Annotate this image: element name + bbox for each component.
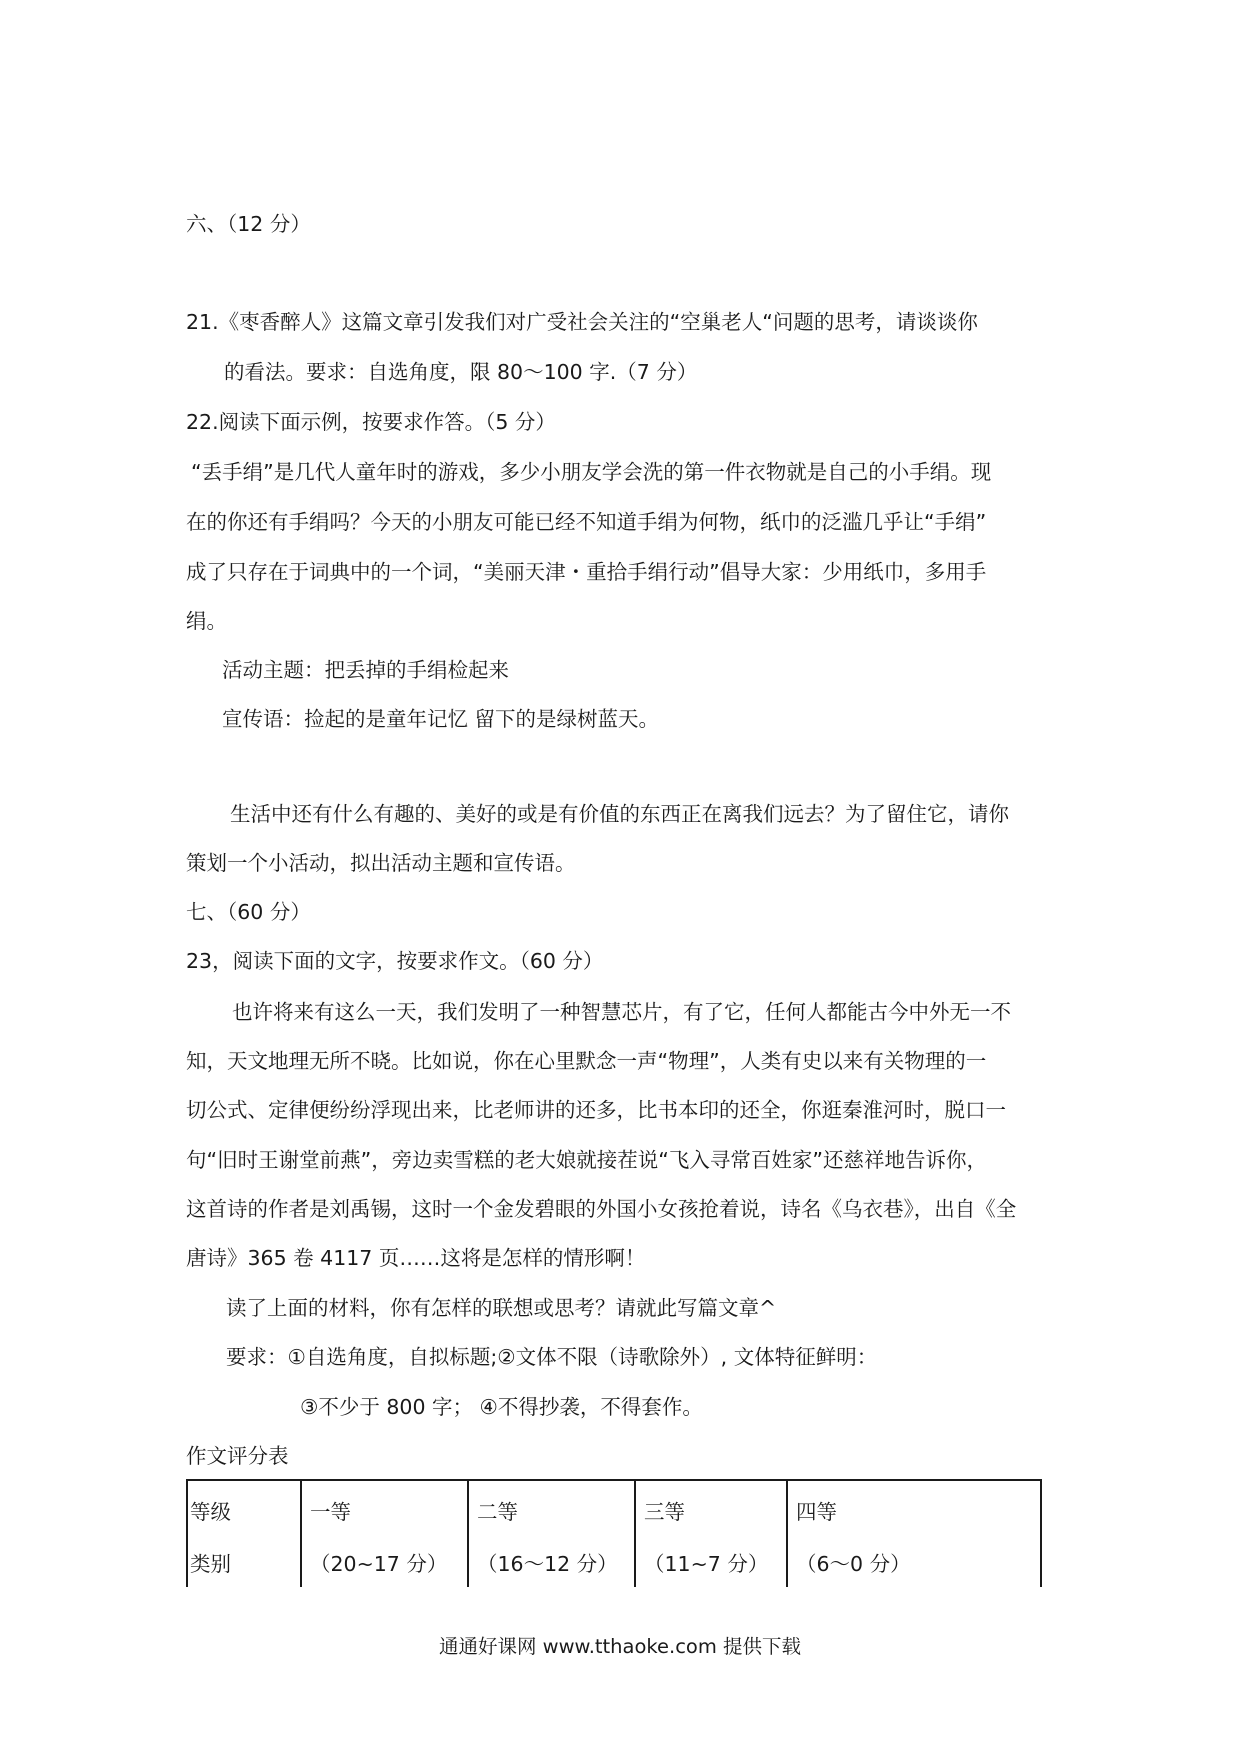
question-21-line-2: 的看法。要求：自选角度，限 80～100 字.（7 分） — [224, 360, 698, 384]
table-cell-text: （11~7 分） — [644, 1552, 769, 1576]
section-7-heading: 七、（60 分） — [186, 900, 311, 924]
table-header-cell — [468, 1480, 635, 1545]
material-paragraph-line: 切公式、定律便纷纷浮现出来，比老师讲的还多，比书本印的还全，你逛秦淮河时，脱口一 — [186, 1098, 1006, 1122]
material-paragraph-line: 唐诗》365 卷 4117 页……这将是怎样的情形啊！ — [186, 1246, 646, 1270]
table-cell-text: 二等 — [477, 1500, 518, 1524]
activity-slogan: 宣传语：捡起的是童年记忆 留下的是绿树蓝天。 — [222, 707, 660, 731]
table-header-cell — [301, 1480, 468, 1545]
table-header-cell — [787, 1480, 1041, 1545]
table-row — [187, 1480, 1041, 1545]
material-paragraph-line: 句“旧时王谢堂前燕”，旁边卖雪糕的老大娘就接茬说“飞入寻常百姓家”还慈祥地告诉你， — [186, 1148, 987, 1172]
material-paragraph-line: 这首诗的作者是刘禹锡，这时一个金发碧眼的外国小女孩抢着说，诗名《乌衣巷》，出自《全 — [186, 1197, 1017, 1221]
page-footer: 通通好课网 www.tthaoke.com 提供下载 — [438, 1635, 802, 1658]
essay-prompt: 读了上面的材料，你有怎样的联想或思考？请就此写篇文章^ — [226, 1296, 777, 1320]
material-paragraph-line: 知，天文地理无所不晓。比如说，你在心里默念一声“物理”，人类有史以来有关物理的一 — [186, 1049, 987, 1073]
table-cell — [635, 1545, 787, 1587]
question-22-task-line: 生活中还有什么有趣的、美好的或是有价值的东西正在离我们远去？为了留住它，请你 — [230, 802, 1009, 826]
table-row — [187, 1545, 1041, 1587]
table-cell-text: （20~17 分） — [310, 1552, 448, 1576]
table-cell-text: 四等 — [796, 1500, 837, 1524]
question-22-task-line: 策划一个小活动，拟出活动主题和宣传语。 — [186, 851, 576, 875]
example-paragraph-line: 成了只存在于词典中的一个词，“美丽天津・重拾手绢行动”倡导大家：少用纸巾，多用手 — [186, 560, 987, 584]
question-21-line-1: 21.《枣香醉人》这篇文章引发我们对广受社会关注的“空巢老人“问题的思考，请谈谈你 — [186, 310, 978, 334]
section-6-heading: 六、（12 分） — [186, 212, 311, 236]
question-23-title: 23，阅读下面的文字，按要求作文。（60 分） — [186, 949, 604, 973]
example-paragraph-line: “丢手绢”是几代人童年时的游戏，多少小朋友学会洗的第一件衣物就是自己的小手绢。现 — [191, 460, 992, 484]
activity-theme: 活动主题：把丢掉的手绢检起来 — [222, 658, 509, 682]
table-cell-text: 类别 — [190, 1552, 231, 1576]
score-table — [186, 1479, 1042, 1587]
table-cell — [301, 1545, 468, 1587]
essay-requirements: 要求：①自选角度，自拟标题;②文体不限（诗歌除外）, 文体特征鲜明： — [226, 1345, 878, 1369]
table-cell — [187, 1545, 301, 1587]
table-cell-text: （16～12 分） — [477, 1552, 618, 1576]
table-cell — [468, 1545, 635, 1587]
score-table-caption: 作文评分表 — [186, 1444, 289, 1468]
question-22-title: 22.阅读下面示例，按要求作答。（5 分） — [186, 410, 556, 434]
table-cell-text: 三等 — [644, 1500, 685, 1524]
table-header-cell — [187, 1480, 301, 1545]
material-paragraph-line: 也许将来有这么一天，我们发明了一种智慧芯片，有了它，任何人都能古今中外无一不 — [232, 1000, 1011, 1024]
example-paragraph-line: 在的你还有手绢吗？今天的小朋友可能已经不知道手绢为何物，纸巾的泛滥几乎让“手绢” — [186, 510, 987, 534]
example-paragraph-line: 绢。 — [186, 609, 227, 633]
essay-requirements: ③不少于 800 字； ④不得抄袭，不得套作。 — [300, 1395, 703, 1419]
table-header-cell — [635, 1480, 787, 1545]
table-cell-text: 一等 — [310, 1500, 351, 1524]
table-cell-text: 等级 — [190, 1500, 231, 1524]
table-cell-text: （6～0 分） — [796, 1552, 911, 1576]
table-cell — [787, 1545, 1041, 1587]
